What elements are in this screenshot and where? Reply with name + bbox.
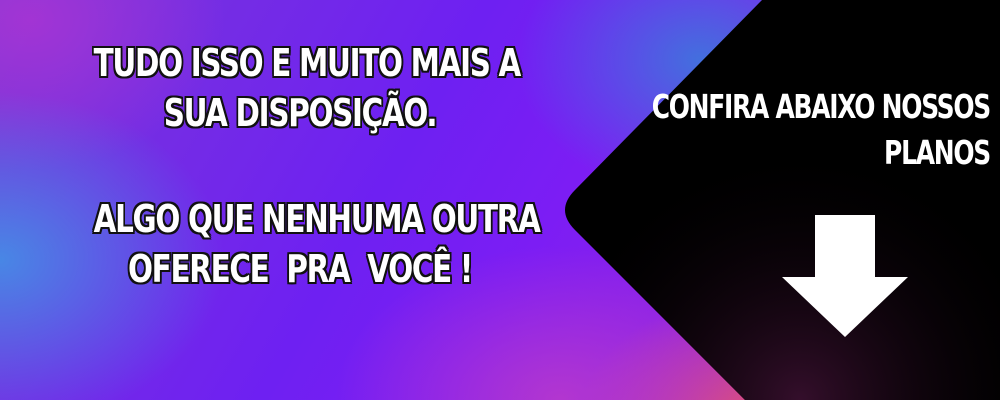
cta-text — [637, 84, 990, 176]
arrow-down-icon[interactable] — [780, 215, 910, 340]
promo-line-2: SUA DISPOSIÇÃO. — [163, 91, 437, 135]
promo-line-4: OFERECE PRA VOCÊ ! — [127, 247, 473, 291]
promo-line-3: ALGO QUE NENHUMA OUTRA — [93, 197, 540, 241]
cta-line-2: PLANOS — [884, 133, 990, 172]
promo-line-1: TUDO ISSO E MUITO MAIS A — [93, 41, 521, 85]
promo-message — [93, 38, 540, 294]
cta-line-1: CONFIRA ABAIXO NOSSOS — [651, 87, 990, 126]
